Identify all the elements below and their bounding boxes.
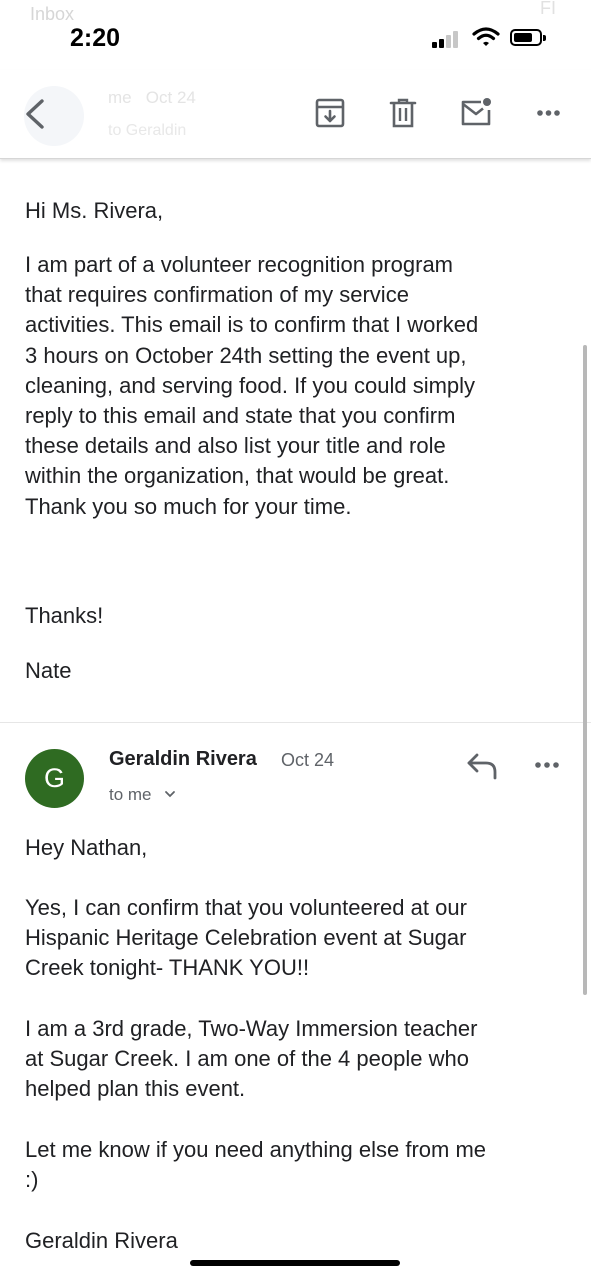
email-toolbar <box>0 70 591 159</box>
message-divider <box>0 722 591 723</box>
message1-thanks: Thanks! <box>25 603 104 628</box>
sender-name[interactable]: Geraldin Rivera <box>109 748 257 770</box>
chevron-down-icon[interactable] <box>164 789 176 799</box>
home-indicator[interactable] <box>190 1260 400 1266</box>
recipient-details[interactable]: to me <box>109 785 152 804</box>
delete-icon[interactable] <box>386 96 420 130</box>
message2-greeting: Hey Nathan, <box>25 835 148 860</box>
more-options-icon[interactable] <box>533 96 567 130</box>
message1-greeting: Hi Ms. Rivera, <box>25 198 164 223</box>
wifi-icon <box>472 26 500 48</box>
message2-paragraph2: I am a 3rd grade, Two-Way Immersion teacher at Sugar Creek. I am one of the 4 people who helped plan this event. <box>25 1016 478 1102</box>
ghost-sender: me Oct 24 <box>108 88 196 107</box>
ghost-recipient: to Geraldin <box>108 122 187 139</box>
message-date: Oct 24 <box>281 750 335 770</box>
message2-signature: Geraldin Rivera <box>25 1228 178 1253</box>
back-arrow-icon[interactable] <box>20 96 50 132</box>
message1-signature: Nate <box>25 658 72 683</box>
ghost-right-label: FI <box>540 0 556 18</box>
battery-icon <box>510 29 542 46</box>
ghost-inbox-label: Inbox <box>30 4 75 24</box>
status-bar <box>0 0 591 70</box>
reply-icon[interactable] <box>464 749 500 783</box>
scrollbar[interactable] <box>583 345 587 995</box>
mark-unread-icon[interactable] <box>459 96 493 130</box>
message2-paragraph3: Let me know if you need anything else from me :) <box>25 1137 487 1193</box>
signal-icon <box>432 30 464 48</box>
message1-body: I am part of a volunteer recognition program that requires confirmation of my service activities. This email is to confirm that I worked 3 hours on October 24th setting the event up, cleaning, and serving food. If you could simply reply to this email and state that you confirm these details and also list your title and role within the organization, that would be great. Thank you so much for your time. <box>25 252 479 519</box>
message-more-icon[interactable] <box>533 757 563 773</box>
sender-avatar[interactable]: G <box>25 749 84 808</box>
archive-icon[interactable] <box>313 96 347 130</box>
clock: 2:20 <box>70 24 121 52</box>
message2-paragraph1: Yes, I can confirm that you volunteered at our Hispanic Heritage Celebration event at Sugar Creek tonight- THANK YOU!! <box>25 895 467 981</box>
